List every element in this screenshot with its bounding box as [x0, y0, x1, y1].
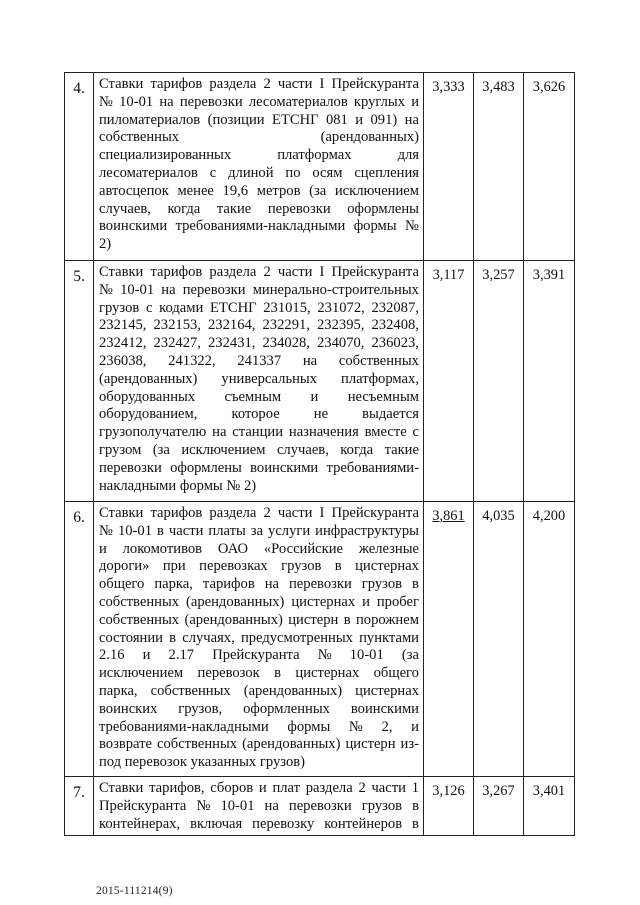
word: железные: [358, 540, 419, 557]
word: и: [411, 718, 419, 735]
word: длиной: [228, 164, 274, 181]
word: №: [99, 93, 113, 110]
word: контейнерах,: [99, 815, 181, 832]
word: цистернах: [291, 593, 356, 610]
word: грузов: [99, 299, 140, 316]
word: 1: [411, 780, 419, 796]
word: по: [285, 164, 301, 181]
word: из-: [400, 736, 419, 753]
word: предусмотренных: [240, 629, 353, 646]
row-number: 4.: [65, 73, 94, 261]
word: на: [404, 111, 419, 128]
word: пиломатериалов: [99, 111, 201, 128]
word: 19,6: [222, 182, 249, 199]
description-line: [99, 630, 419, 648]
word: оформлены: [347, 200, 419, 217]
word: и: [258, 780, 267, 796]
word: в: [343, 611, 351, 628]
word: которое: [231, 406, 280, 423]
word: такие: [216, 200, 252, 217]
word: формы: [287, 718, 331, 735]
word: когда: [340, 441, 374, 458]
word: цистерн: [345, 736, 396, 753]
table-row: [65, 73, 575, 261]
word: перевозки: [267, 200, 331, 217]
word: оборудованием,: [99, 406, 198, 423]
word: грузополучателю: [99, 424, 207, 441]
rate-value-text: 3,117: [432, 267, 465, 283]
description-line: [99, 647, 419, 665]
word: Ставки: [99, 780, 144, 796]
word: I: [319, 76, 325, 92]
word: Прейскуранта: [331, 505, 419, 521]
word: перевозку: [252, 815, 315, 832]
description-line: [99, 218, 419, 236]
word: 232164,: [208, 317, 256, 334]
word: пробег: [376, 593, 419, 610]
word: 232291,: [262, 317, 310, 334]
word: Прейскуранта: [331, 76, 419, 92]
word: на: [264, 576, 279, 593]
word: Прейскуранта: [99, 797, 187, 814]
word: 236038,: [99, 352, 147, 369]
word: не: [313, 406, 329, 423]
table-row: [65, 777, 575, 836]
word: части: [277, 264, 313, 280]
word: собственных: [99, 129, 180, 146]
document-footer-code: 2015-111214(9): [96, 885, 173, 897]
rate-value: [524, 73, 575, 261]
word: требованиями-накладными: [99, 718, 269, 735]
word: грузов: [361, 576, 403, 593]
word: 234070,: [317, 335, 365, 352]
word: перевозки: [179, 93, 243, 110]
rate-value: [424, 502, 474, 777]
description-line: [99, 594, 419, 612]
word: Ставки: [99, 264, 144, 280]
description-line: [99, 780, 419, 798]
description-line: [99, 558, 419, 576]
rate-value-text: 3,483: [482, 79, 515, 95]
description-line: [99, 576, 419, 594]
word: I: [319, 264, 325, 280]
word: 2.16: [99, 647, 125, 664]
word: требованиями-: [326, 459, 419, 476]
word: воинских: [99, 700, 158, 717]
word: грузов: [361, 797, 403, 814]
word: за: [250, 522, 264, 539]
word: №: [99, 522, 113, 539]
description-line: [99, 300, 419, 318]
word: вместе: [364, 424, 407, 441]
word: 2: [263, 505, 271, 521]
description-line: [99, 353, 419, 371]
word: части: [168, 522, 204, 539]
word: части: [277, 76, 313, 92]
word: с: [145, 299, 153, 316]
row-description: [94, 261, 424, 502]
word: требованиями-накладными: [175, 218, 346, 235]
word: на: [161, 281, 176, 298]
word: 10-01: [349, 647, 384, 664]
word: 241322,: [168, 352, 216, 369]
word: грузом: [99, 441, 142, 458]
description-line: [99, 282, 419, 300]
description-line: [99, 371, 419, 389]
word: в: [157, 522, 164, 539]
word: (арендованных): [243, 682, 343, 699]
word: воинскими: [99, 218, 168, 235]
tariff-rates-table: [64, 72, 575, 836]
description-line: [99, 719, 419, 737]
word: 091): [370, 111, 398, 128]
row-number: 6.: [65, 502, 94, 777]
word: 10-01: [220, 797, 255, 814]
word: исключением: [181, 441, 266, 458]
word: круглых: [353, 93, 406, 110]
rate-value-text: 3,267: [482, 783, 515, 799]
word: ЕТСНГ: [210, 299, 257, 316]
description-line: [99, 541, 419, 559]
description-line: [99, 389, 419, 407]
word: Ставки: [99, 76, 144, 92]
word: оборудованных: [99, 388, 196, 405]
word: парка,: [154, 576, 193, 593]
word: грузов: [281, 558, 322, 575]
word: собственных: [99, 611, 180, 628]
word: Прейскуранта: [212, 647, 300, 664]
row-description: [94, 502, 424, 777]
word: собственных: [157, 736, 238, 753]
rate-value-text: 3,333: [432, 79, 465, 95]
word: метров: [256, 182, 301, 199]
word: раздела: [209, 505, 257, 521]
word: в: [412, 815, 419, 832]
rate-value-text: 3,257: [482, 267, 515, 283]
row-description: [94, 777, 424, 836]
description-line: [99, 665, 419, 683]
description-line: [99, 165, 419, 183]
word: 232412,: [99, 335, 147, 352]
word: №: [317, 647, 332, 664]
description-line: [99, 424, 419, 442]
word: (за: [152, 441, 170, 458]
description-line: [99, 76, 419, 94]
word: перевозки: [288, 797, 352, 814]
description-line: [99, 816, 419, 834]
word: собственных: [338, 352, 419, 369]
word: воинскими: [250, 459, 319, 476]
word: 232395,: [317, 317, 365, 334]
word: платформах: [277, 147, 352, 164]
word: тарифов,: [149, 780, 205, 796]
description-line: 2): [99, 236, 112, 253]
rate-value: [424, 73, 474, 261]
word: части: [371, 780, 406, 796]
word: 231015,: [263, 299, 311, 316]
word: 232427,: [153, 335, 201, 352]
description-line: [99, 523, 419, 541]
description-line: [99, 317, 419, 335]
word: части: [277, 505, 313, 521]
word: 2.17: [168, 647, 195, 664]
word: формы: [353, 218, 397, 235]
description-line: [99, 612, 419, 630]
word: Прейскуранта: [331, 264, 419, 280]
word: в: [274, 665, 282, 682]
word: 10-01: [119, 93, 154, 110]
word: раздела: [209, 264, 257, 280]
word: 081: [325, 111, 348, 128]
word: специализированных: [99, 147, 232, 164]
word: «Российские: [263, 540, 344, 557]
description-line: [99, 798, 419, 816]
word: в: [412, 797, 419, 814]
word: возврате: [99, 736, 152, 753]
word: 10-01: [120, 281, 155, 298]
word: (арендованных): [184, 611, 283, 628]
word: собственных: [99, 593, 180, 610]
word: такие: [384, 441, 419, 458]
description-line: [99, 129, 419, 147]
word: оформлены: [170, 459, 242, 476]
word: на: [159, 93, 174, 110]
description-line: [99, 201, 419, 219]
description-line: накладными формы № 2): [99, 477, 257, 494]
rate-value: [474, 777, 524, 836]
word: станции: [232, 424, 284, 441]
rate-value-text: 4,035: [482, 508, 515, 524]
word: цистернах: [355, 682, 419, 699]
word: 241337: [237, 352, 282, 369]
word: и: [310, 388, 319, 405]
word: и: [411, 93, 419, 110]
word: 10-01: [117, 522, 152, 539]
word: 232408,: [371, 317, 419, 334]
word: лесоматериалов: [99, 164, 198, 181]
word: перевозки: [99, 459, 162, 476]
rate-value-text: 4,200: [532, 508, 566, 524]
word: 232087,: [371, 299, 419, 316]
word: состоянии: [99, 629, 163, 646]
word: плат: [272, 780, 301, 796]
table-row: [65, 502, 575, 777]
word: (арендованных): [242, 736, 341, 753]
rate-value-text: 3,391: [532, 267, 566, 283]
word: сцепления: [354, 164, 419, 181]
word: раздела: [305, 780, 353, 796]
word: включая: [190, 815, 243, 832]
word: на: [302, 352, 318, 369]
word: универсальных: [221, 370, 318, 387]
word: осям: [312, 164, 343, 181]
word: 232431,: [208, 335, 256, 352]
word: дороги»: [99, 558, 150, 575]
word: цистерн: [288, 611, 339, 628]
word: инфраструктуры: [315, 522, 419, 539]
word: в: [412, 576, 419, 593]
word: №: [99, 281, 113, 298]
word: собственных: [150, 682, 231, 699]
word: с: [209, 164, 217, 181]
word: с: [412, 424, 419, 441]
word: перевозках: [199, 558, 268, 575]
word: №: [196, 797, 211, 814]
word: 2,: [381, 718, 393, 735]
row-number: 7.: [65, 777, 94, 836]
word: минерально-строительных: [252, 281, 419, 298]
word: платы: [208, 522, 246, 539]
rate-value: [474, 502, 524, 777]
rate-value: [424, 261, 474, 502]
description-line: [99, 183, 419, 201]
word: грузов,: [178, 700, 223, 717]
word: перевозки: [182, 281, 246, 298]
rate-value: [424, 777, 474, 836]
word: случаев,: [276, 441, 329, 458]
word: в: [334, 558, 342, 575]
word: порожнем: [356, 611, 419, 628]
description-line: [99, 442, 419, 460]
description-line: [99, 736, 419, 754]
word: раздела: [209, 76, 257, 92]
word: исключением: [334, 182, 419, 199]
description-line: [99, 701, 419, 719]
word: автосцепок: [99, 182, 169, 199]
word: тарифов: [150, 76, 203, 92]
word: парка,: [99, 682, 138, 699]
word: и: [362, 593, 370, 610]
word: (за: [309, 182, 327, 199]
description-line: [99, 94, 419, 112]
word: цистернах: [355, 558, 419, 575]
word: для: [397, 147, 419, 164]
rate-value-text: 3,126: [432, 783, 465, 799]
description-line: [99, 683, 419, 701]
word: тарифов: [150, 505, 203, 521]
description-line: [99, 264, 419, 282]
word: пунктами: [359, 629, 419, 646]
row-number: 5.: [65, 261, 94, 502]
word: услуги: [268, 522, 311, 539]
rate-value: [474, 261, 524, 502]
word: (позиции: [207, 111, 265, 128]
word: 232145,: [99, 317, 147, 334]
word: на: [264, 797, 279, 814]
word: I: [319, 505, 325, 521]
word: перевозок: [197, 665, 260, 682]
word: (за: [401, 647, 419, 664]
description-line: [99, 406, 419, 424]
description-line: [99, 112, 419, 130]
description-line: под перевозок указанных грузов): [99, 754, 305, 771]
word: тарифов: [150, 264, 203, 280]
word: и: [142, 647, 151, 664]
word: (арендованных): [186, 593, 285, 610]
rate-value: [524, 502, 575, 777]
word: (арендованных): [320, 129, 419, 146]
word: и: [355, 111, 364, 128]
word: тарифов: [202, 576, 255, 593]
word: 232153,: [153, 317, 201, 334]
word: 236023,: [371, 335, 419, 352]
word: сборов: [210, 780, 254, 796]
description-line: [99, 335, 419, 353]
table-row: [65, 261, 575, 502]
word: несъемным: [347, 388, 419, 405]
word: ОАО: [217, 540, 249, 557]
word: 231072,: [317, 299, 365, 316]
word: контейнеров: [324, 815, 403, 832]
word: выдается: [362, 406, 419, 423]
word: (арендованных): [99, 370, 198, 387]
row-description: [94, 73, 424, 261]
word: цистернах: [295, 665, 360, 682]
word: воинскими: [350, 700, 419, 717]
word: исключением: [99, 665, 184, 682]
word: случаев,: [99, 200, 151, 217]
word: 2: [263, 76, 271, 92]
word: при: [162, 558, 186, 575]
word: когда: [167, 200, 201, 217]
word: менее: [177, 182, 214, 199]
word: оформленных: [243, 700, 330, 717]
word: и: [99, 540, 107, 557]
word: Ставки: [99, 505, 144, 521]
description-line: [99, 505, 419, 523]
word: в: [169, 629, 177, 646]
word: локомотивов: [122, 540, 203, 557]
rate-value: [474, 73, 524, 261]
rate-value: [524, 261, 575, 502]
description-line: [99, 460, 419, 478]
word: №: [348, 718, 363, 735]
word: перевозки: [288, 576, 352, 593]
word: №: [405, 218, 419, 235]
rate-value-text: 3,401: [532, 783, 566, 799]
word: назначения: [288, 424, 359, 441]
word: общего: [99, 576, 145, 593]
rate-value-text: 3,626: [532, 79, 566, 95]
rate-value: [524, 777, 575, 836]
word: 234028,: [262, 335, 310, 352]
word: съемным: [224, 388, 282, 405]
rate-value-text: 3,861: [432, 508, 465, 524]
word: 2: [358, 780, 366, 796]
word: общего: [373, 665, 419, 682]
word: кодами: [159, 299, 204, 316]
description-line: [99, 147, 419, 165]
word: на: [212, 424, 227, 441]
word: случаях,: [182, 629, 235, 646]
word: ЕТСНГ: [272, 111, 319, 128]
word: 2: [263, 264, 271, 280]
word: лесоматериалов: [248, 93, 348, 110]
word: платформах,: [341, 370, 419, 387]
